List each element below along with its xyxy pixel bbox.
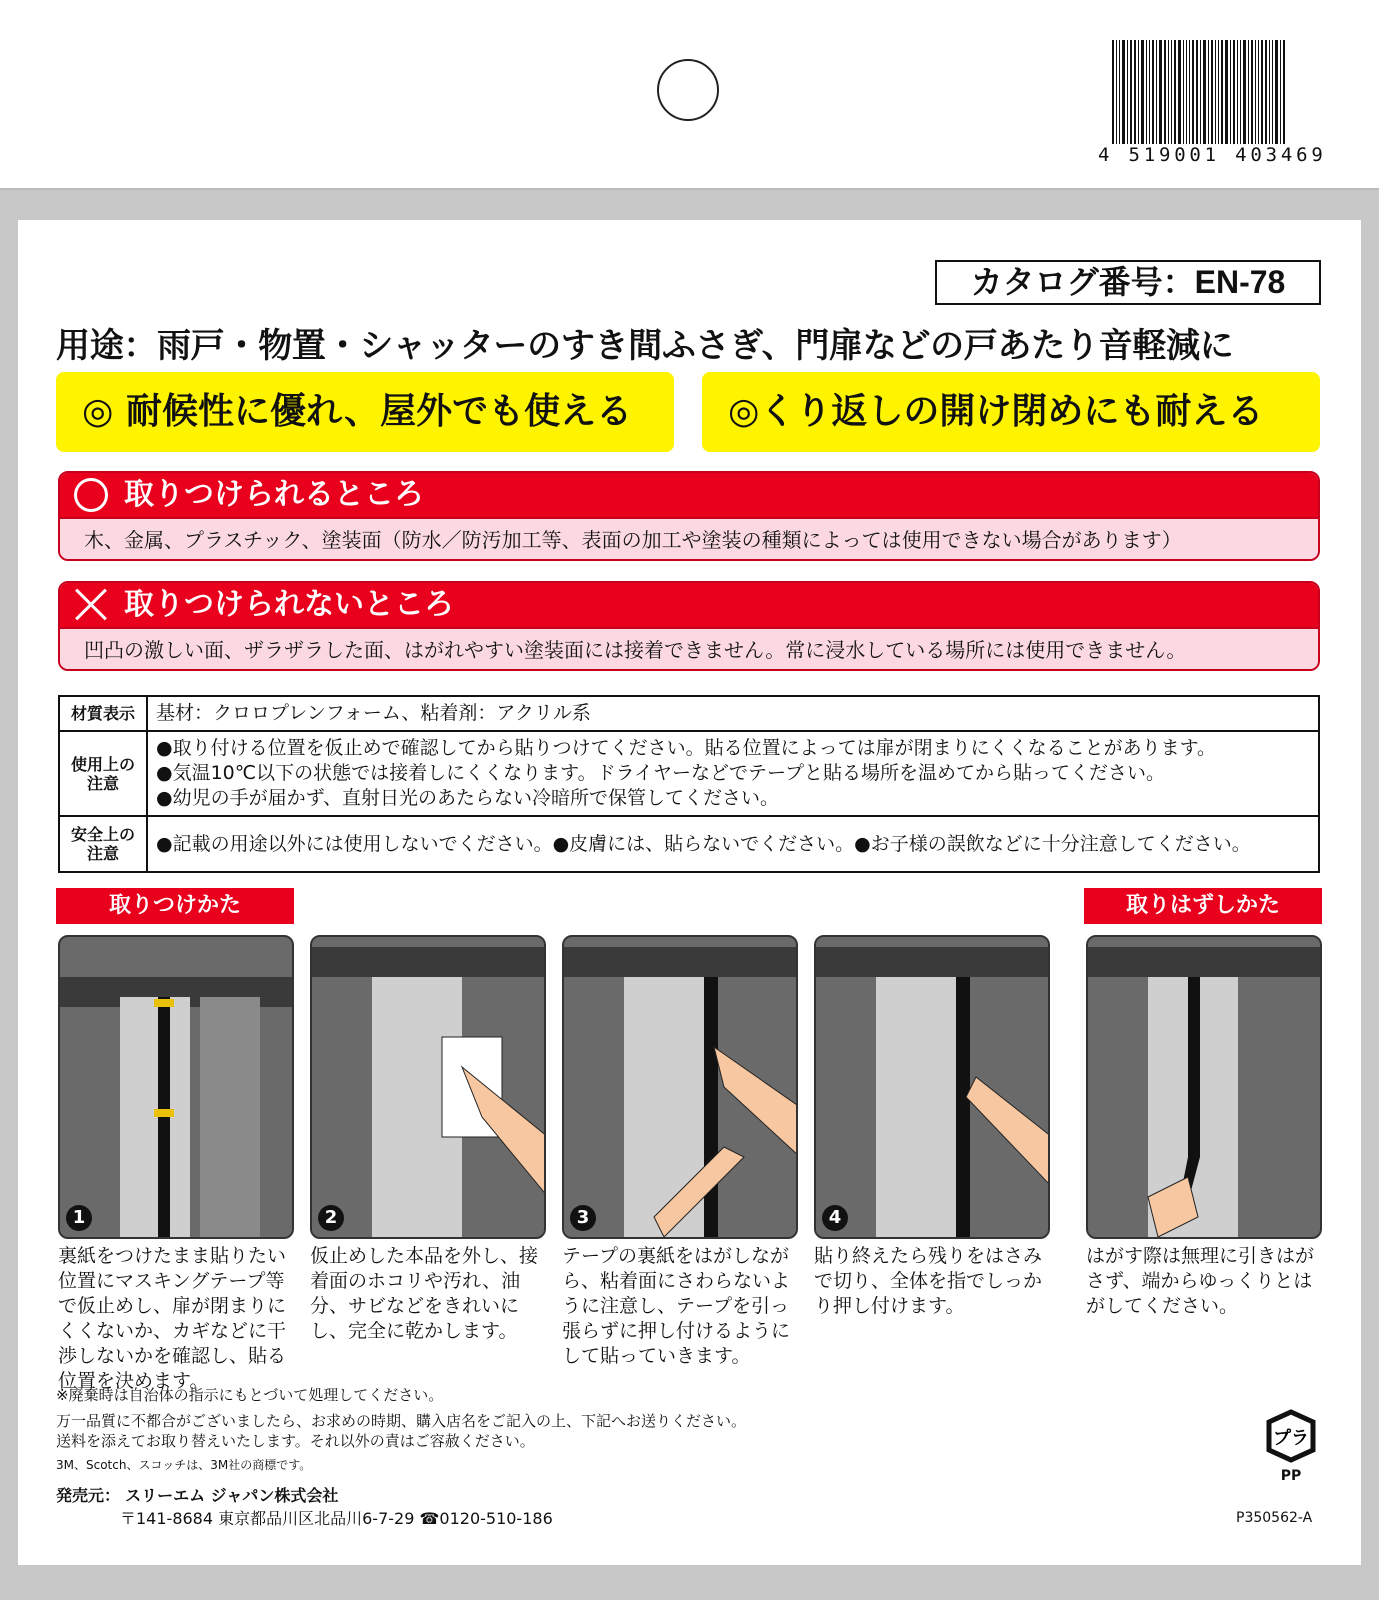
step-4-caption: 貼り終えたら残りをはさみで切り、全体を指でしっかり押し付けます。	[814, 1245, 1043, 1317]
barcode-bar	[1225, 40, 1228, 148]
hang-hole	[657, 59, 719, 121]
barcode-bar	[1116, 40, 1117, 148]
barcode-bar	[1174, 40, 1176, 148]
step-1-caption: 裏紙をつけたまま貼りたい位置にマスキングテープ等で仮止めし、扉が閉まりにくくないか、カギなどに干渉しないかを確認し、貼る位置を決めます。	[58, 1245, 287, 1392]
material-label: 材質表示	[59, 696, 147, 731]
barcode-bar	[1130, 40, 1132, 148]
seller-label: 発売元：	[56, 1486, 121, 1505]
step-number: 1	[66, 1205, 92, 1231]
barcode-bar	[1258, 40, 1259, 148]
notes	[56, 1385, 746, 1475]
step-1-illustration	[58, 935, 294, 1239]
barcode-bars	[1112, 40, 1324, 148]
barcode-bar	[1269, 40, 1270, 148]
barcode-bar	[1119, 40, 1120, 148]
recycle-material: PP	[1280, 1468, 1302, 1484]
step-2-illustration	[310, 935, 546, 1239]
barcode-bar	[1265, 40, 1267, 148]
safety-label: 安全上の 注意	[59, 816, 147, 872]
barcode-bar	[1203, 40, 1206, 148]
usage-note: ●幼児の手が届かず、直射日光のあたらない冷暗所で保管してください。	[156, 787, 780, 809]
barcode-bar	[1189, 40, 1190, 148]
barcode-bar	[1237, 40, 1238, 148]
usage-heading: 用途：雨戸・物置・シャッターのすき間ふさぎ、門扉などの戸あたり音軽減に	[56, 326, 1234, 366]
barcode-bar	[1240, 40, 1241, 148]
barcode-bar	[1280, 40, 1281, 148]
barcode-bar	[1251, 40, 1253, 148]
barcode-bar	[1255, 40, 1256, 148]
exchange-note: 送料を添えてお取り替えいたします。それ以外の責はご容赦ください。	[56, 1432, 535, 1450]
step-number: 4	[822, 1205, 848, 1231]
cross-icon	[74, 588, 108, 622]
barcode-bar	[1152, 40, 1154, 148]
barcode-bar	[1186, 40, 1187, 148]
trademark-note: 3M、Scotch、スコッチは、3M社の商標です。	[56, 1458, 312, 1472]
barcode-bar	[1275, 40, 1278, 148]
barcode	[1098, 40, 1338, 166]
barcode-bar	[1178, 40, 1181, 148]
barcode-bar	[1230, 40, 1231, 148]
usage-note-label: 使用上の 注意	[59, 731, 147, 816]
seller-info	[56, 1484, 553, 1530]
usage-note: ●取り付ける位置を仮止めで確認してから貼りつけてください。貼る位置によっては扉が閉まりにくくなることがあります。	[156, 737, 1217, 759]
barcode-bar	[1138, 40, 1139, 148]
spec-table	[58, 695, 1320, 873]
barcode-bar	[1196, 40, 1198, 148]
barcode-number: 4 519001 403469	[1098, 144, 1338, 166]
remove-illustration	[1086, 935, 1322, 1239]
cannot-attach-body: 凹凸の激しい面、ザラザラした面、はがれやすい塗装面には接着できません。常に浸水している場所には使用できません。	[60, 627, 1318, 669]
feature-weather: ◎ 耐候性に優れ、屋外でも使える	[56, 372, 674, 452]
barcode-bar	[1112, 40, 1114, 148]
seller-company: スリーエム ジャパン株式会社	[125, 1486, 339, 1505]
usage-notes	[147, 731, 1319, 816]
barcode-bar	[1122, 40, 1125, 148]
recycle-icon	[1261, 1408, 1321, 1464]
step-number: 3	[570, 1205, 596, 1231]
barcode-bar	[1168, 40, 1169, 148]
safety-value: ●記載の用途以外には使用しないでください。●皮膚には、貼らないでください。●お子様の誤飲などに十分注意してください。	[147, 816, 1319, 872]
barcode-bar	[1156, 40, 1157, 148]
circle-icon	[74, 478, 108, 512]
barcode-bar	[1171, 40, 1172, 148]
catalog-number: カタログ番号：EN-78	[935, 260, 1321, 305]
material-value: 基材：クロロプレンフォーム、粘着剤：アクリル系	[147, 696, 1319, 731]
feature-durability: ◎くり返しの開け閉めにも耐える	[702, 372, 1320, 452]
header-card	[0, 0, 1379, 190]
quality-note: 万一品質に不都合がございましたら、お求めの時期、購入店名をご記入の上、下記へお送りください。	[56, 1412, 747, 1430]
barcode-bar	[1159, 40, 1162, 148]
barcode-bar	[1192, 40, 1194, 148]
remove-caption: はがす際は無理に引きはがさず、端からゆっくりとはがしてください。	[1086, 1245, 1315, 1317]
step-3-caption: テープの裏紙をはがしながら、粘着面にさわらないように注意し、テープを引っ張らずに押し付けるようにして貼っていきます。	[562, 1245, 791, 1367]
barcode-bar	[1215, 40, 1216, 148]
barcode-bar	[1233, 40, 1235, 148]
step-number: 2	[318, 1205, 344, 1231]
step-4-illustration	[814, 935, 1050, 1239]
barcode-bar	[1200, 40, 1201, 148]
barcode-bar	[1183, 40, 1184, 148]
barcode-bar	[1146, 40, 1147, 148]
barcode-bar	[1221, 40, 1223, 148]
recycle-mark	[1258, 1408, 1324, 1488]
barcode-bar	[1211, 40, 1213, 148]
can-attach-title: 取りつけられるところ	[124, 477, 424, 512]
step-3-illustration	[562, 935, 798, 1239]
seller-address: 〒141-8684 東京都品川区北品川6-7-29 ☎0120-510-186	[120, 1509, 553, 1528]
barcode-bar	[1127, 40, 1128, 148]
cannot-attach-box	[58, 581, 1320, 671]
svg-text:プラ: プラ	[1273, 1428, 1309, 1449]
cannot-attach-title: 取りつけられないところ	[124, 587, 454, 622]
disposal-note: ※廃棄時は自治体の指示にもとづいて処理してください。	[56, 1386, 444, 1404]
product-code: P350562-A	[1236, 1510, 1313, 1526]
barcode-bar	[1149, 40, 1150, 148]
can-attach-box	[58, 471, 1320, 561]
barcode-bar	[1272, 40, 1273, 148]
barcode-bar	[1141, 40, 1144, 148]
step-2-caption: 仮止めした本品を外し、接着面のホコリや汚れ、油分、サビなどをきれいにし、完全に乾かします。	[310, 1245, 539, 1342]
barcode-bar	[1218, 40, 1219, 148]
barcode-bar	[1261, 40, 1263, 148]
how-to-attach-heading: 取りつけかた	[56, 888, 294, 924]
barcode-bar	[1283, 40, 1285, 148]
barcode-bar	[1164, 40, 1166, 148]
usage-note: ●気温10℃以下の状態では接着しにくくなります。ドライヤーなどでテープと貼る場所を温めてから貼ってください。	[156, 762, 1166, 784]
barcode-bar	[1243, 40, 1246, 148]
barcode-bar	[1134, 40, 1136, 148]
barcode-bar	[1208, 40, 1209, 148]
how-to-remove-heading: 取りはずしかた	[1084, 888, 1322, 924]
barcode-bar	[1248, 40, 1249, 148]
can-attach-body: 木、金属、プラスチック、塗装面（防水／防汚加工等、表面の加工や塗装の種類によっては使用できない場合があります）	[60, 517, 1318, 559]
